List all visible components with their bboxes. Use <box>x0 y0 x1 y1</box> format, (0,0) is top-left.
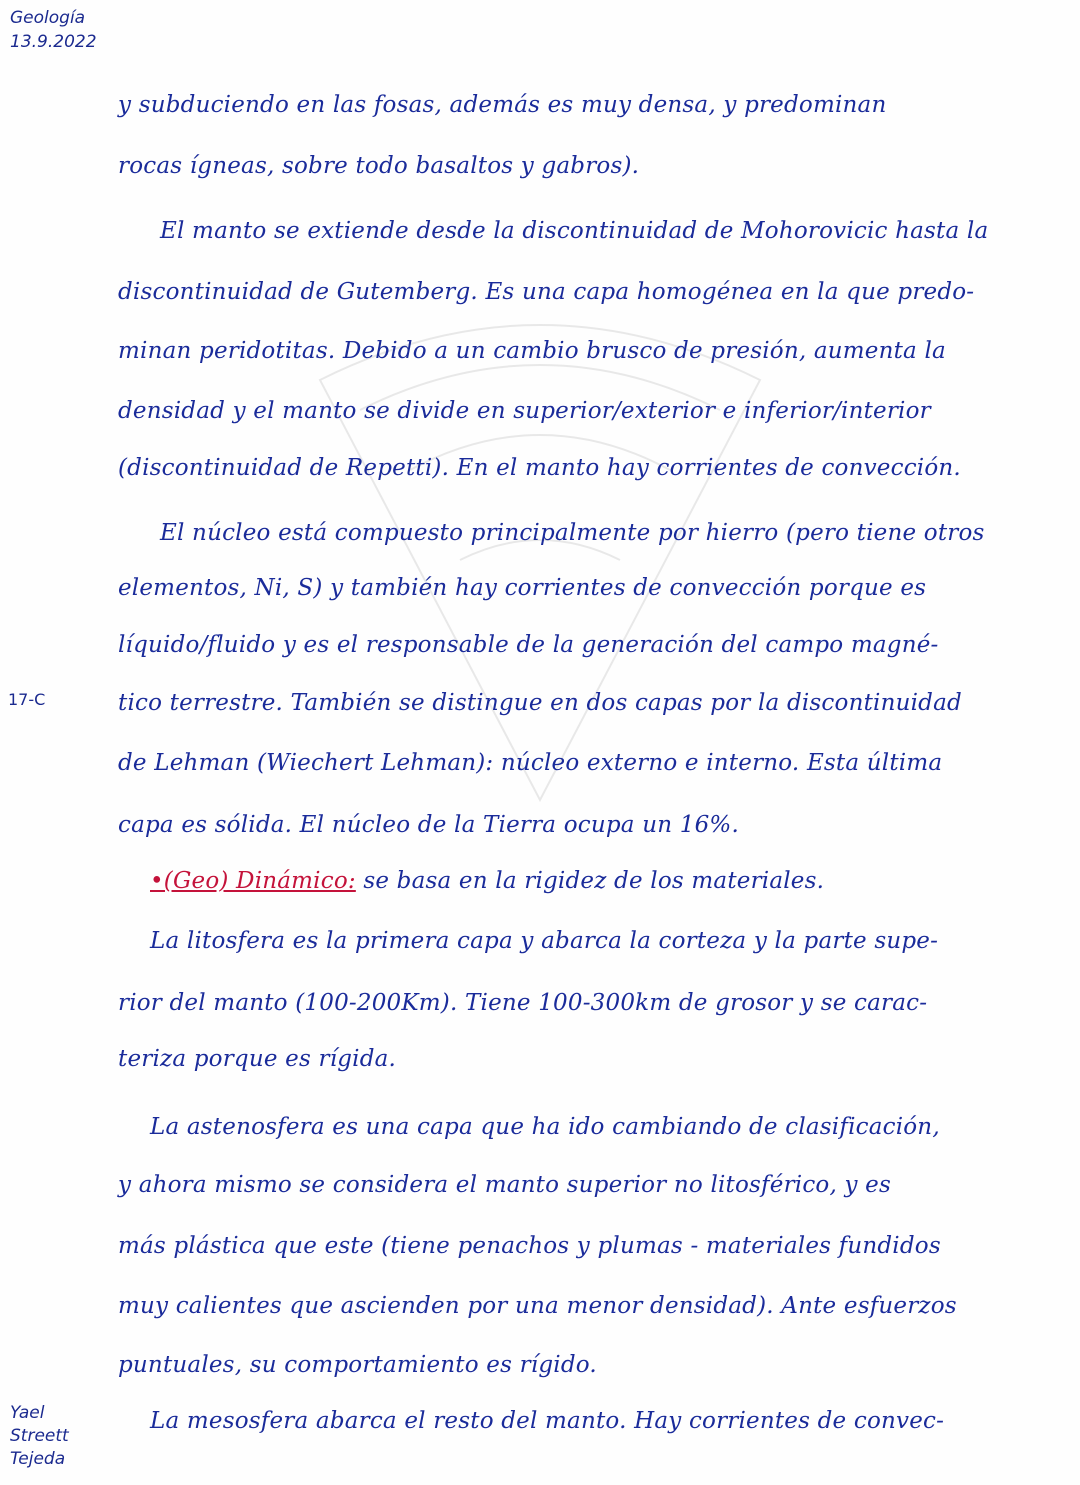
text-line: y ahora mismo se considera el manto superior no litosférico, y es <box>118 1172 891 1198</box>
section-heading-line <box>150 868 824 894</box>
text-line: discontinuidad de Gutemberg. Es una capa homogénea en la que predo- <box>118 279 975 305</box>
text-line: minan peridotitas. Debido a un cambio brusco de presión, aumenta la <box>118 338 946 364</box>
section-heading: •(Geo) Dinámico: <box>150 868 356 894</box>
text-line: elementos, Ni, S) y también hay corrientes de convección porque es <box>118 575 927 601</box>
text-line: se basa en la rigidez de los materiales. <box>363 868 825 894</box>
text-line: muy calientes que ascienden por una menor densidad). Ante esfuerzos <box>118 1293 957 1319</box>
text-line: densidad y el manto se divide en superior/exterior e inferior/interior <box>118 398 931 424</box>
text-line: El núcleo está compuesto principalmente por hierro (pero tiene otros <box>160 520 985 546</box>
margin-note: 17-C <box>8 690 46 709</box>
text-line: (discontinuidad de Repetti). En el manto hay corrientes de convección. <box>118 455 961 481</box>
signature-line: Streett <box>10 1426 69 1446</box>
text-line: rior del manto (100-200Km). Tiene 100-300km de grosor y se carac- <box>118 990 928 1016</box>
signature-line: Tejeda <box>10 1449 66 1469</box>
text-line: tico terrestre. También se distingue en dos capas por la discontinuidad <box>118 690 962 716</box>
text-line: capa es sólida. El núcleo de la Tierra ocupa un 16%. <box>118 812 739 838</box>
bleed-through-diagram <box>300 300 780 820</box>
date-label: 13.9.2022 <box>10 32 97 52</box>
signature-line: Yael <box>10 1403 45 1423</box>
text-line: La astenosfera es una capa que ha ido cambiando de clasificación, <box>150 1114 940 1140</box>
text-line: teriza porque es rígida. <box>118 1046 397 1072</box>
text-line: más plástica que este (tiene penachos y plumas - materiales fundidos <box>118 1233 941 1259</box>
text-line: y subduciendo en las fosas, además es muy densa, y predominan <box>118 92 887 118</box>
text-line: puntuales, su comportamiento es rígido. <box>118 1352 597 1378</box>
text-line: de Lehman (Wiechert Lehman): núcleo externo e interno. Esta última <box>118 750 943 776</box>
text-line: El manto se extiende desde la discontinuidad de Mohorovicic hasta la <box>160 218 989 244</box>
text-line: líquido/fluido y es el responsable de la generación del campo magné- <box>118 632 939 658</box>
text-line: rocas ígneas, sobre todo basaltos y gabros). <box>118 153 640 179</box>
text-line: La litosfera es la primera capa y abarca la corteza y la parte supe- <box>150 928 939 954</box>
signature <box>10 1402 69 1471</box>
text-line: La mesosfera abarca el resto del manto. Hay corrientes de convec- <box>150 1408 945 1434</box>
subject-label: Geología <box>10 8 86 28</box>
header <box>10 6 97 54</box>
